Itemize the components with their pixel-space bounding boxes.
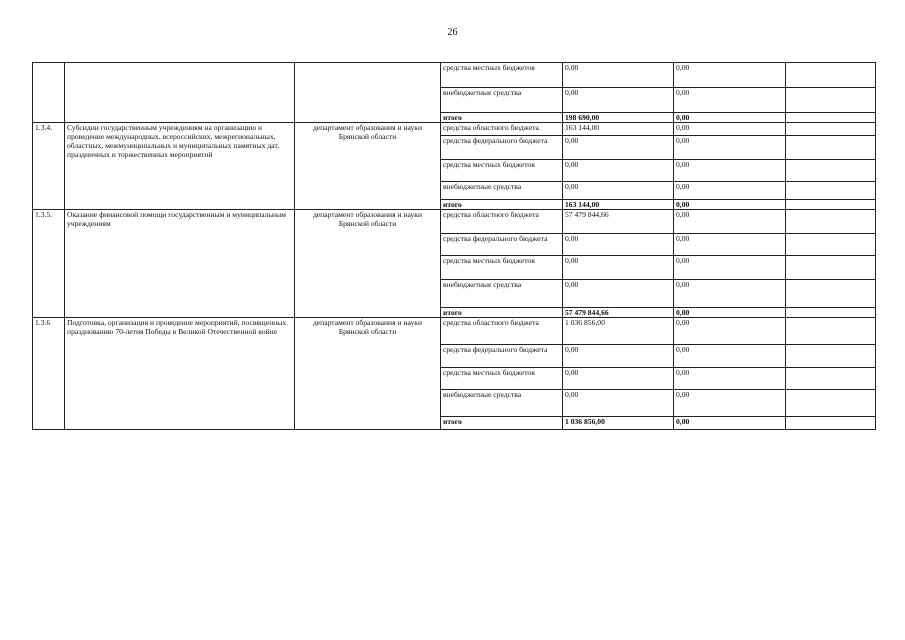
- amount-value: 0,00: [563, 390, 674, 417]
- amount-value-2: 0,00: [674, 345, 786, 368]
- amount-value-2: 0,00: [674, 88, 786, 113]
- amount-value-3: [786, 210, 876, 234]
- table-row: [33, 123, 876, 136]
- funding-source: средства федерального бюджета: [441, 345, 563, 368]
- funding-source: внебюджетные средства: [441, 182, 563, 200]
- amount-value: 1 036 856,00: [563, 417, 674, 430]
- amount-value-3: [786, 136, 876, 160]
- table-row: [33, 210, 876, 234]
- funding-source: средства федерального бюджета: [441, 136, 563, 160]
- amount-value: 0,00: [563, 182, 674, 200]
- amount-value: 163 144,00: [563, 200, 674, 210]
- amount-value-3: [786, 234, 876, 256]
- amount-value-3: [786, 88, 876, 113]
- amount-value-2: 0,00: [674, 123, 786, 136]
- funding-source: внебюджетные средства: [441, 88, 563, 113]
- amount-value-2: 0,00: [674, 136, 786, 160]
- amount-value-2: 0,00: [674, 280, 786, 308]
- item-name: Субсидии государственным учреждениям на организацию и проведение международных, всероссийских, межрегиональных, областных, межмуниципальных и муниципальных памятных дат, праздничных и торжественных мероприятий: [65, 123, 295, 210]
- amount-value: 0,00: [563, 88, 674, 113]
- amount-value-3: [786, 200, 876, 210]
- page-number: 26: [447, 27, 458, 38]
- item-executor: департамент образования и науки Брянской области: [295, 318, 441, 430]
- item-number: 1.3.5.: [33, 210, 65, 318]
- amount-value-3: [786, 113, 876, 123]
- table-row: [33, 318, 876, 345]
- amount-value: 1 036 856,00: [563, 318, 674, 345]
- funding-source: средства местных бюджетов: [441, 368, 563, 390]
- amount-value-2: 0,00: [674, 390, 786, 417]
- amount-value-3: [786, 280, 876, 308]
- item-executor: департамент образования и науки Брянской области: [295, 210, 441, 318]
- amount-value: 198 690,00: [563, 113, 674, 123]
- amount-value-3: [786, 308, 876, 318]
- funding-source: средства местных бюджетов: [441, 256, 563, 280]
- amount-value-2: 0,00: [674, 234, 786, 256]
- amount-value: 0,00: [563, 368, 674, 390]
- amount-value-3: [786, 256, 876, 280]
- funding-source: средства областного бюджета: [441, 123, 563, 136]
- funding-source: итого: [441, 308, 563, 318]
- amount-value-3: [786, 318, 876, 345]
- amount-value: 0,00: [563, 63, 674, 88]
- item-name: Оказание финансовой помощи государственным и муниципальным учреждениям: [65, 210, 295, 318]
- amount-value-2: 0,00: [674, 200, 786, 210]
- funding-source: итого: [441, 113, 563, 123]
- amount-value-2: 0,00: [674, 308, 786, 318]
- amount-value-3: [786, 390, 876, 417]
- amount-value: 0,00: [563, 256, 674, 280]
- amount-value-3: [786, 160, 876, 182]
- amount-value-3: [786, 182, 876, 200]
- amount-value-2: 0,00: [674, 113, 786, 123]
- amount-value: 0,00: [563, 160, 674, 182]
- table-body: [33, 63, 876, 430]
- funding-source: средства федерального бюджета: [441, 234, 563, 256]
- amount-value-3: [786, 368, 876, 390]
- amount-value-2: 0,00: [674, 368, 786, 390]
- item-number: 1.3.6: [33, 318, 65, 430]
- amount-value-2: 0,00: [674, 256, 786, 280]
- amount-value-3: [786, 345, 876, 368]
- item-number: 1.3.4.: [33, 123, 65, 210]
- funding-source: средства областного бюджета: [441, 210, 563, 234]
- amount-value-3: [786, 123, 876, 136]
- amount-value: 57 479 844,66: [563, 210, 674, 234]
- item-executor: [295, 63, 441, 123]
- amount-value: 163 144,00: [563, 123, 674, 136]
- item-name: [65, 63, 295, 123]
- table-row: [33, 63, 876, 88]
- amount-value-2: 0,00: [674, 318, 786, 345]
- amount-value: 57 479 844,66: [563, 308, 674, 318]
- amount-value: 0,00: [563, 136, 674, 160]
- funding-source: средства областного бюджета: [441, 318, 563, 345]
- amount-value-2: 0,00: [674, 160, 786, 182]
- amount-value: 0,00: [563, 280, 674, 308]
- funding-source: итого: [441, 417, 563, 430]
- funding-source: средства местных бюджетов: [441, 160, 563, 182]
- amount-value-2: 0,00: [674, 182, 786, 200]
- amount-value-2: 0,00: [674, 417, 786, 430]
- amount-value: 0,00: [563, 345, 674, 368]
- budget-table: [32, 62, 876, 430]
- item-executor: департамент образования и науки Брянской области: [295, 123, 441, 210]
- amount-value-2: 0,00: [674, 210, 786, 234]
- funding-source: итого: [441, 200, 563, 210]
- amount-value-2: 0,00: [674, 63, 786, 88]
- funding-source: средства местных бюджетов: [441, 63, 563, 88]
- item-number: [33, 63, 65, 123]
- amount-value-3: [786, 63, 876, 88]
- funding-source: внебюджетные средства: [441, 390, 563, 417]
- amount-value: 0,00: [563, 234, 674, 256]
- amount-value-3: [786, 417, 876, 430]
- funding-source: внебюджетные средства: [441, 280, 563, 308]
- item-name: Подготовка, организация и проведение мероприятий, посвященных празднованию 70-летия Победы в Великой Отечественной войне: [65, 318, 295, 430]
